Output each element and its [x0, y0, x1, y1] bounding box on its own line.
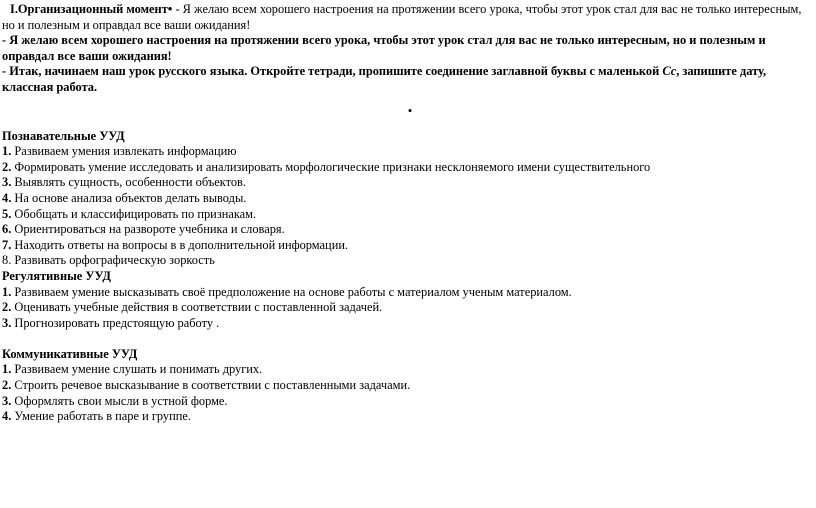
- list-item: [2, 378, 812, 394]
- document-page: [2, 1, 812, 425]
- intro-block: [2, 1, 812, 96]
- regulatory-list: [2, 285, 812, 332]
- item-text: Оформлять свои мысли в устной форме.: [11, 393, 228, 408]
- item-number: 3.: [2, 393, 12, 408]
- item-text: Находить ответы на вопросы в в дополнительной информации.: [11, 237, 349, 252]
- intro-paragraph-3: [2, 64, 812, 95]
- list-item: [2, 144, 812, 160]
- list-item: [2, 362, 812, 378]
- blank-line: [2, 331, 812, 347]
- item-number: 2.: [2, 300, 12, 315]
- item-text: Развивать орфографическую зоркость: [11, 253, 215, 268]
- intro-paragraph-1: [2, 1, 812, 33]
- item-text: Формировать умение исследовать и анализировать морфологические признаки несклоняемого имени существительного: [11, 159, 651, 174]
- center-bullet-icon: •: [407, 102, 413, 118]
- item-text: Развиваем умения извлекать информацию: [11, 144, 237, 159]
- section-cognitive: [2, 129, 812, 269]
- list-item: [2, 285, 812, 301]
- item-text: Оценивать учебные действия в соответствии с поставленной задачей.: [11, 300, 383, 315]
- list-item: [2, 394, 812, 410]
- item-number: 2.: [2, 159, 12, 174]
- item-text: Развиваем умение высказывать своё предположение на основе работы с материалом ученым материалом.: [11, 284, 572, 299]
- item-number: 1.: [2, 362, 12, 377]
- item-number: 7.: [2, 237, 12, 252]
- cognitive-list: [2, 144, 812, 269]
- item-text: Умение работать в паре и группе.: [11, 409, 191, 424]
- section-title: Регулятивные УУД: [2, 268, 111, 283]
- list-item: [2, 409, 812, 425]
- item-number: 5.: [2, 206, 12, 221]
- intro-line-3-after: , запишите дату, классная работа.: [2, 64, 767, 94]
- item-number: 2.: [2, 378, 12, 393]
- item-number: 1.: [2, 284, 12, 299]
- item-text: Прогнозировать предстоящую работу .: [11, 315, 220, 330]
- item-number: 8.: [2, 253, 12, 268]
- list-item: [2, 222, 812, 238]
- item-number: 1.: [2, 144, 12, 159]
- item-text: Обобщать и классифицировать по признакам.: [11, 206, 257, 221]
- list-item: [2, 191, 812, 207]
- item-number: 4.: [2, 409, 12, 424]
- item-text: Выявлять сущность, особенности объектов.: [11, 175, 246, 190]
- list-item: [2, 253, 812, 269]
- item-number: 6.: [2, 222, 12, 237]
- list-item: [2, 160, 812, 176]
- item-number: 4.: [2, 190, 12, 205]
- intro-line-3-letters: Сс: [662, 64, 677, 79]
- section-regulatory: [2, 269, 812, 331]
- list-item: [2, 207, 812, 223]
- item-text: Ориентироваться на развороте учебника и словаря.: [11, 222, 285, 237]
- item-text: Развиваем умение слушать и понимать других.: [11, 362, 263, 377]
- item-number: 3.: [2, 315, 12, 330]
- list-item: [2, 300, 812, 316]
- section-title: Познавательные УУД: [2, 128, 125, 143]
- section-communicative: [2, 347, 812, 425]
- list-item: [2, 175, 812, 191]
- list-item: [2, 238, 812, 254]
- intro-paragraph-2: - Я желаю всем хорошего настроения на протяжении всего урока, чтобы этот урок стал для вас не только интересным, но и полезным и оправдал все ваши ожидания!: [2, 33, 766, 63]
- intro-line-3-before: - Итак, начинаем наш урок русского языка. Откройте тетради, пропишите соединение заглавной буквы с маленькой: [2, 64, 663, 79]
- list-item: [2, 316, 812, 332]
- intro-line-1-text: - Я желаю всем хорошего настроения на протяжении всего урока, чтобы этот урок стал для вас не только интересным, но и полезным и оправдал все ваши ожидания!: [2, 2, 802, 32]
- stage-title: I.Организационный момент: [10, 2, 168, 16]
- item-text: На основе анализа объектов делать выводы.: [11, 190, 247, 205]
- communicative-list: [2, 362, 812, 424]
- section-title: Коммуникативные УУД: [2, 346, 138, 361]
- item-text: Строить речевое высказывание в соответствии с поставленными задачами.: [11, 378, 411, 393]
- item-number: 3.: [2, 175, 12, 190]
- bullet-icon: •: [167, 1, 173, 16]
